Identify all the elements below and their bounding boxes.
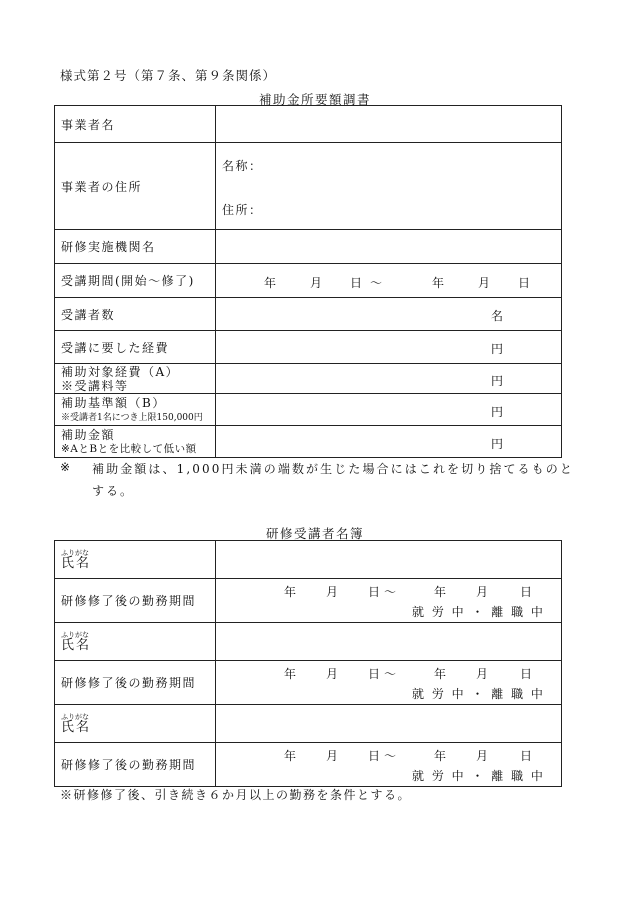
roster-period-row: [55, 743, 562, 787]
label-business-name: 事業者名: [55, 106, 216, 143]
end-year: 年: [434, 667, 448, 681]
end-day: 日: [520, 667, 534, 681]
name-field[interactable]: [216, 623, 562, 661]
note-line-2: する。: [92, 484, 135, 498]
address-sublabel: 住所：: [222, 203, 263, 217]
note-line-1: 補助金額は、1,000円未満の端数が生じた場合にはこれを切り捨てるものと: [92, 462, 574, 476]
row-business-name: [55, 106, 562, 143]
label-institution: 研修実施機関名: [55, 230, 216, 264]
end-month: 月: [478, 275, 492, 290]
row-standard: [55, 394, 562, 426]
standard-field[interactable]: [216, 394, 562, 426]
start-day: 日: [368, 749, 382, 763]
expenses-field[interactable]: [216, 331, 562, 364]
label-name: [55, 705, 216, 743]
name-field[interactable]: [216, 541, 562, 579]
eligible-field[interactable]: [216, 364, 562, 394]
row-institution: [55, 230, 562, 264]
start-month: 月: [310, 275, 324, 290]
furigana-label: ふりがな: [61, 712, 89, 721]
start-month: 月: [326, 749, 340, 763]
name-sublabel: 名称：: [222, 159, 263, 173]
end-year: 年: [432, 275, 446, 290]
label-name: [55, 541, 216, 579]
row-business-address: [55, 143, 562, 230]
start-year: 年: [284, 749, 298, 763]
note-mark: ※: [60, 460, 73, 474]
period-field[interactable]: [216, 264, 562, 298]
end-month: 月: [476, 749, 490, 763]
label-amount: 補助金額 ※AとBとを比較して低い額: [55, 426, 216, 458]
employment-status[interactable]: 就 労 中 ・ 離 職 中: [412, 687, 545, 701]
end-day: 日: [520, 749, 534, 763]
period-tilde: ～: [384, 585, 398, 599]
start-year: 年: [284, 585, 298, 599]
unit-yen: 円: [491, 373, 505, 388]
employment-status[interactable]: 就 労 中 ・ 離 職 中: [412, 605, 545, 619]
work-period-field[interactable]: [216, 579, 562, 623]
start-day: 日: [368, 585, 382, 599]
row-eligible: [55, 364, 562, 394]
unit-persons: 名: [491, 309, 505, 323]
label-expenses: 受講に要した経費: [55, 331, 216, 364]
label-standard: 補助基準額（B） ※受講者1名につき上限150,000円: [55, 394, 216, 426]
roster-period-row: [55, 579, 562, 623]
name-label: 氏名: [61, 555, 92, 571]
unit-yen: 円: [491, 342, 505, 356]
label-work-period: 研修修了後の勤務期間: [55, 743, 216, 787]
period-tilde: ～: [384, 667, 398, 681]
employment-status[interactable]: 就 労 中 ・ 離 職 中: [412, 769, 545, 783]
roster-name-row: [55, 623, 562, 661]
start-month: 月: [326, 585, 340, 599]
row-attendee-count: [55, 298, 562, 331]
label-name: [55, 623, 216, 661]
label-business-address: 事業者の住所: [55, 143, 216, 230]
start-month: 月: [326, 667, 340, 681]
amount-field[interactable]: [216, 426, 562, 458]
institution-field[interactable]: [216, 230, 562, 264]
row-period: [55, 264, 562, 298]
roster-table-title: 研修受講者名簿: [265, 526, 364, 541]
end-day: 日: [520, 585, 534, 599]
form-id: 様式第２号（第７条、第９条関係）: [60, 68, 277, 83]
start-day: 日: [350, 275, 364, 290]
start-day: 日: [368, 667, 382, 681]
label-eligible: 補助対象経費（A） ※受講料等: [55, 364, 216, 394]
row-expenses: [55, 331, 562, 364]
period-tilde: ～: [384, 749, 398, 763]
row-amount: [55, 426, 562, 458]
end-month: 月: [476, 585, 490, 599]
subsidy-table-title: 補助金所要額調書: [258, 92, 371, 107]
roster-name-row: [55, 705, 562, 743]
end-year: 年: [434, 585, 448, 599]
period-tilde: ～: [370, 275, 384, 290]
furigana-label: ふりがな: [61, 548, 89, 557]
label-period: 受講期間(開始～修了): [55, 264, 216, 298]
unit-yen: 円: [491, 404, 505, 419]
end-day: 日: [518, 275, 532, 290]
start-year: 年: [264, 275, 278, 290]
business-address-field[interactable]: [216, 143, 562, 230]
furigana-label: ふりがな: [61, 630, 89, 639]
name-label: 氏名: [61, 719, 92, 735]
work-period-field[interactable]: [216, 743, 562, 787]
subsidy-table: [54, 105, 562, 458]
work-period-field[interactable]: [216, 661, 562, 705]
name-label: 氏名: [61, 637, 92, 653]
label-attendee-count: 受講者数: [55, 298, 216, 331]
roster-footnote: ※研修修了後、引き続き６か月以上の勤務を条件とする。: [60, 788, 412, 802]
roster-period-row: [55, 661, 562, 705]
label-work-period: 研修修了後の勤務期間: [55, 661, 216, 705]
business-name-field[interactable]: [216, 106, 562, 143]
label-work-period: 研修修了後の勤務期間: [55, 579, 216, 623]
end-month: 月: [476, 667, 490, 681]
roster-table: [54, 540, 562, 787]
unit-yen: 円: [491, 436, 505, 451]
name-field[interactable]: [216, 705, 562, 743]
start-year: 年: [284, 667, 298, 681]
roster-name-row: [55, 541, 562, 579]
end-year: 年: [434, 749, 448, 763]
attendee-count-field[interactable]: [216, 298, 562, 331]
